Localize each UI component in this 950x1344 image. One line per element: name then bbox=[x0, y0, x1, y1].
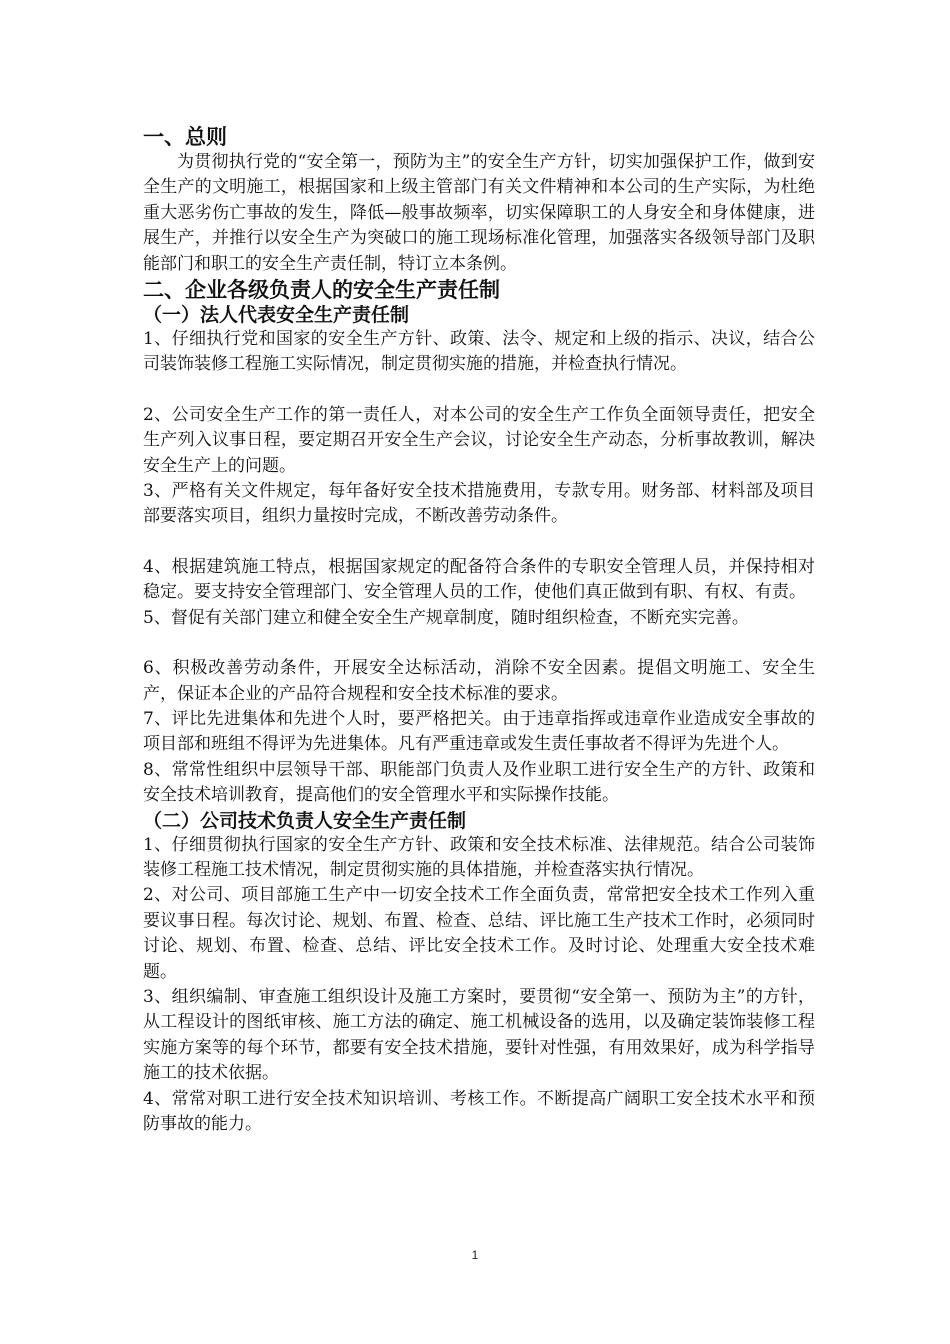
list-item: 4、常常对职工进行安全技术知识培训、考核工作。不断提高广阔职工安全技术水平和预防事故的能力。 bbox=[143, 1088, 815, 1134]
section-heading-general: 一、总则 bbox=[143, 125, 227, 149]
section-heading-responsibility: 二、企业各级负责人的安全生产责任制 bbox=[143, 278, 500, 303]
list-item: 7、评比先进集体和先进个人时，要严格把关。由于违章指挥或违章作业造成安全事故的项目部和班组不得评为先进集体。凡有严重违章或发生责任事故者不得评为先进个人。 bbox=[143, 708, 815, 755]
list-item: 3、严格有关文件规定，每年备好安全技术措施费用，专款专用。财务部、材料部及项目部要落实项目，组织力量按时完成，不断改善劳动条件。 bbox=[143, 481, 815, 527]
list-item: 1、仔细执行党和国家的安全生产方针、政策、法令、规定和上级的指示、决议，结合公司装饰装修工程施工实际情况，制定贯彻实施的措施，并检查执行情况。 bbox=[143, 329, 815, 375]
document-body bbox=[143, 124, 815, 1137]
list-item: 2、对公司、项目部施工生产中一切安全技术工作全面负责，常常把安全技术工作列入重要议事日程。每次讨论、规划、布置、检查、总结、评比施工生产技术工作时，必须同时讨论、规划、布置、检查、总结、评比安全技术工作。及时讨论、处理重大安全技术难题。 bbox=[143, 885, 815, 982]
subsection-heading-tech-lead: （二）公司技术负责人安全生产责任制 bbox=[143, 809, 467, 832]
list-item: 8、常常性组织中层领导干部、职能部门负责人及作业职工进行安全生产的方针、政策和安全技术培训教育，提高他们的安全管理水平和实际操作技能。 bbox=[143, 759, 815, 806]
page-number: 1 bbox=[471, 1248, 479, 1262]
list-item: 6、积极改善劳动条件，开展安全达标活动，消除不安全因素。提倡文明施工、安全生产，保证本企业的产品符合规程和安全技术标准的要求。 bbox=[143, 658, 815, 704]
list-item: 1、仔细贯彻执行国家的安全生产方针、政策和安全技术标准、法律规范。结合公司装饰装修工程施工技术情况，制定贯彻实施的具体措施，并检查落实执行情况。 bbox=[143, 834, 815, 880]
general-paragraph: 为贯彻执行党的“安全第一，预防为主”的安全生产方针，切实加强保护工作，做到安全生产的文明施工，根据国家和上级主管部门有关文件精神和本公司的生产实际，为杜绝重大恶劣伤亡事故的发生，降低—般事故频率，切实保障职工的人身安全和身体健康，进展生产，并推行以安全生产为突破口的施工现场标准化管理，加强落实各级领导部门及职能部门和职工的安全生产责任制，特订立本条例。 bbox=[143, 152, 815, 274]
list-item: 2、公司安全生产工作的第一责任人，对本公司的安全生产工作负全面领导责任，把安全生产列入议事日程，要定期召开安全生产会议，讨论安全生产动态，分析事故教训，解决安全生产上的问题。 bbox=[143, 404, 815, 476]
list-item: 5、督促有关部门建立和健全安全生产规章制度，随时组织检查，不断充实完善。 bbox=[143, 607, 749, 628]
list-item: 4、根据建筑施工特点，根据国家规定的配备符合条件的专职安全管理人员，并保持相对稳定。要支持安全管理部门、安全管理人员的工作，使他们真正做到有职、有权、有责。 bbox=[143, 556, 815, 603]
list-item: 3、组织编制、审查施工组织设计及施工方案时，要贯彻“安全第一、预防为主”的方针，从工程设计的图纸审核、施工方法的确定、施工机械设备的选用，以及确定装饰装修工程实施方案等的每个环节，都要有安全技术措施，要针对性强，有用效果好，成为科学指导施工的技术依据。 bbox=[143, 986, 815, 1084]
subsection-heading-legal-rep: （一）法人代表安全生产责任制 bbox=[143, 304, 410, 327]
